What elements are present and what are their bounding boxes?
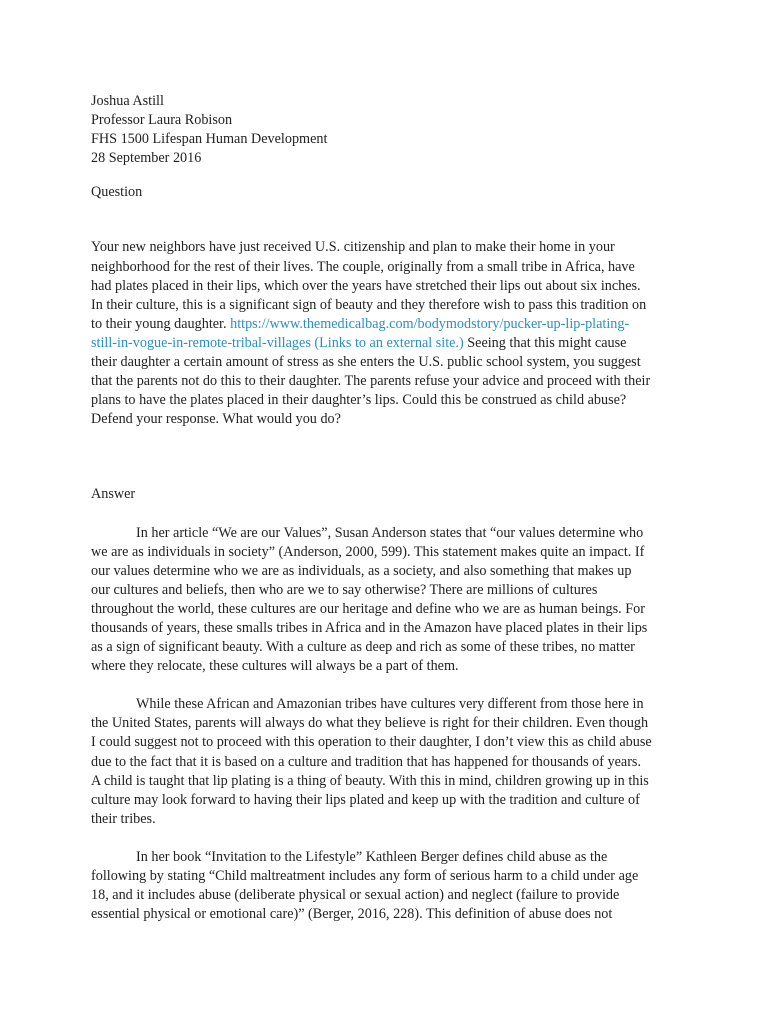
- student-name: Joshua Astill: [91, 93, 164, 109]
- document-body: [91, 92, 653, 924]
- course-name: FHS 1500 Lifespan Human Development: [91, 131, 328, 148]
- question-heading: Question: [91, 184, 143, 201]
- professor-name: Professor Laura Robison: [91, 112, 233, 129]
- answer-paragraph-2: While these African and Amazonian tribes have cultures very different from those here in the United States, parents will always do what they believe is right for their children. Even though I could suggest not to proceed with this operation to their daughter, I don’t view this as child abuse due to the fact that it is based on a culture and tradition that has happened for thousands of years. A child is taught that lip plating is a thing of beauty. With this in mind, children growing up in this culture may look forward to having their lips plated and keep up with the tradition and culture of their tribes.: [91, 696, 652, 827]
- question-paragraph: [91, 238, 653, 429]
- submission-date: 28 September 2016: [91, 150, 202, 167]
- question-text-part2: Seeing that this might cause their daughter a certain amount of stress as she enters the U.S. public school system, you suggest that the parents not do this to their daughter. The parents refuse your advice and proceed with their plans to have the plates placed in their daughter’s lips. Could this be construed as child abuse? Defend your response. What would you do?: [91, 334, 651, 428]
- answer-heading: Answer: [91, 486, 136, 503]
- answer-paragraph-3: In her book “Invitation to the Lifestyle” Kathleen Berger defines child abuse as the following by stating “Child maltreatment includes any form of serious harm to a child under age 18, and it includes abuse (deliberate physical or sexual action) and neglect (failure to provide essential physical or emotional care)” (Berger, 2016, 228). This definition of abuse does not: [91, 848, 639, 923]
- external-article-link[interactable]: https://www.themedicalbag.com/bodymodstory/pucker-up-lip-plating-still-in-vogue-in-remote-tribal-villages (Links to an external site.): [91, 315, 630, 351]
- answer-paragraph-1: In her article “We are our Values”, Susan Anderson states that “our values determine who we are as individuals in society” (Anderson, 2000, 599). This statement makes quite an impact. If our values determine who we are as individuals, as a society, and also something that makes up our cultures and beliefs, then who are we to say otherwise? There are millions of cultures throughout the world, these cultures are our heritage and define who we are as human beings. For thousands of years, these smalls tribes in Africa and in the Amazon have placed plates in their lips as a sign of significant beauty. With a culture as deep and rich as some of these tribes, no matter where they relocate, these cultures will always be a part of them.: [91, 524, 648, 675]
- question-text-part1: Your new neighbors have just received U.S. citizenship and plan to make their home in your neighborhood for the rest of their lives. The couple, originally from a small tribe in Africa, have had plates placed in their lips, which over the years have stretched their lips out about six inches. In their culture, this is a significant sign of beauty and they therefore wish to pass this tradition on to their young daughter.: [91, 239, 647, 332]
